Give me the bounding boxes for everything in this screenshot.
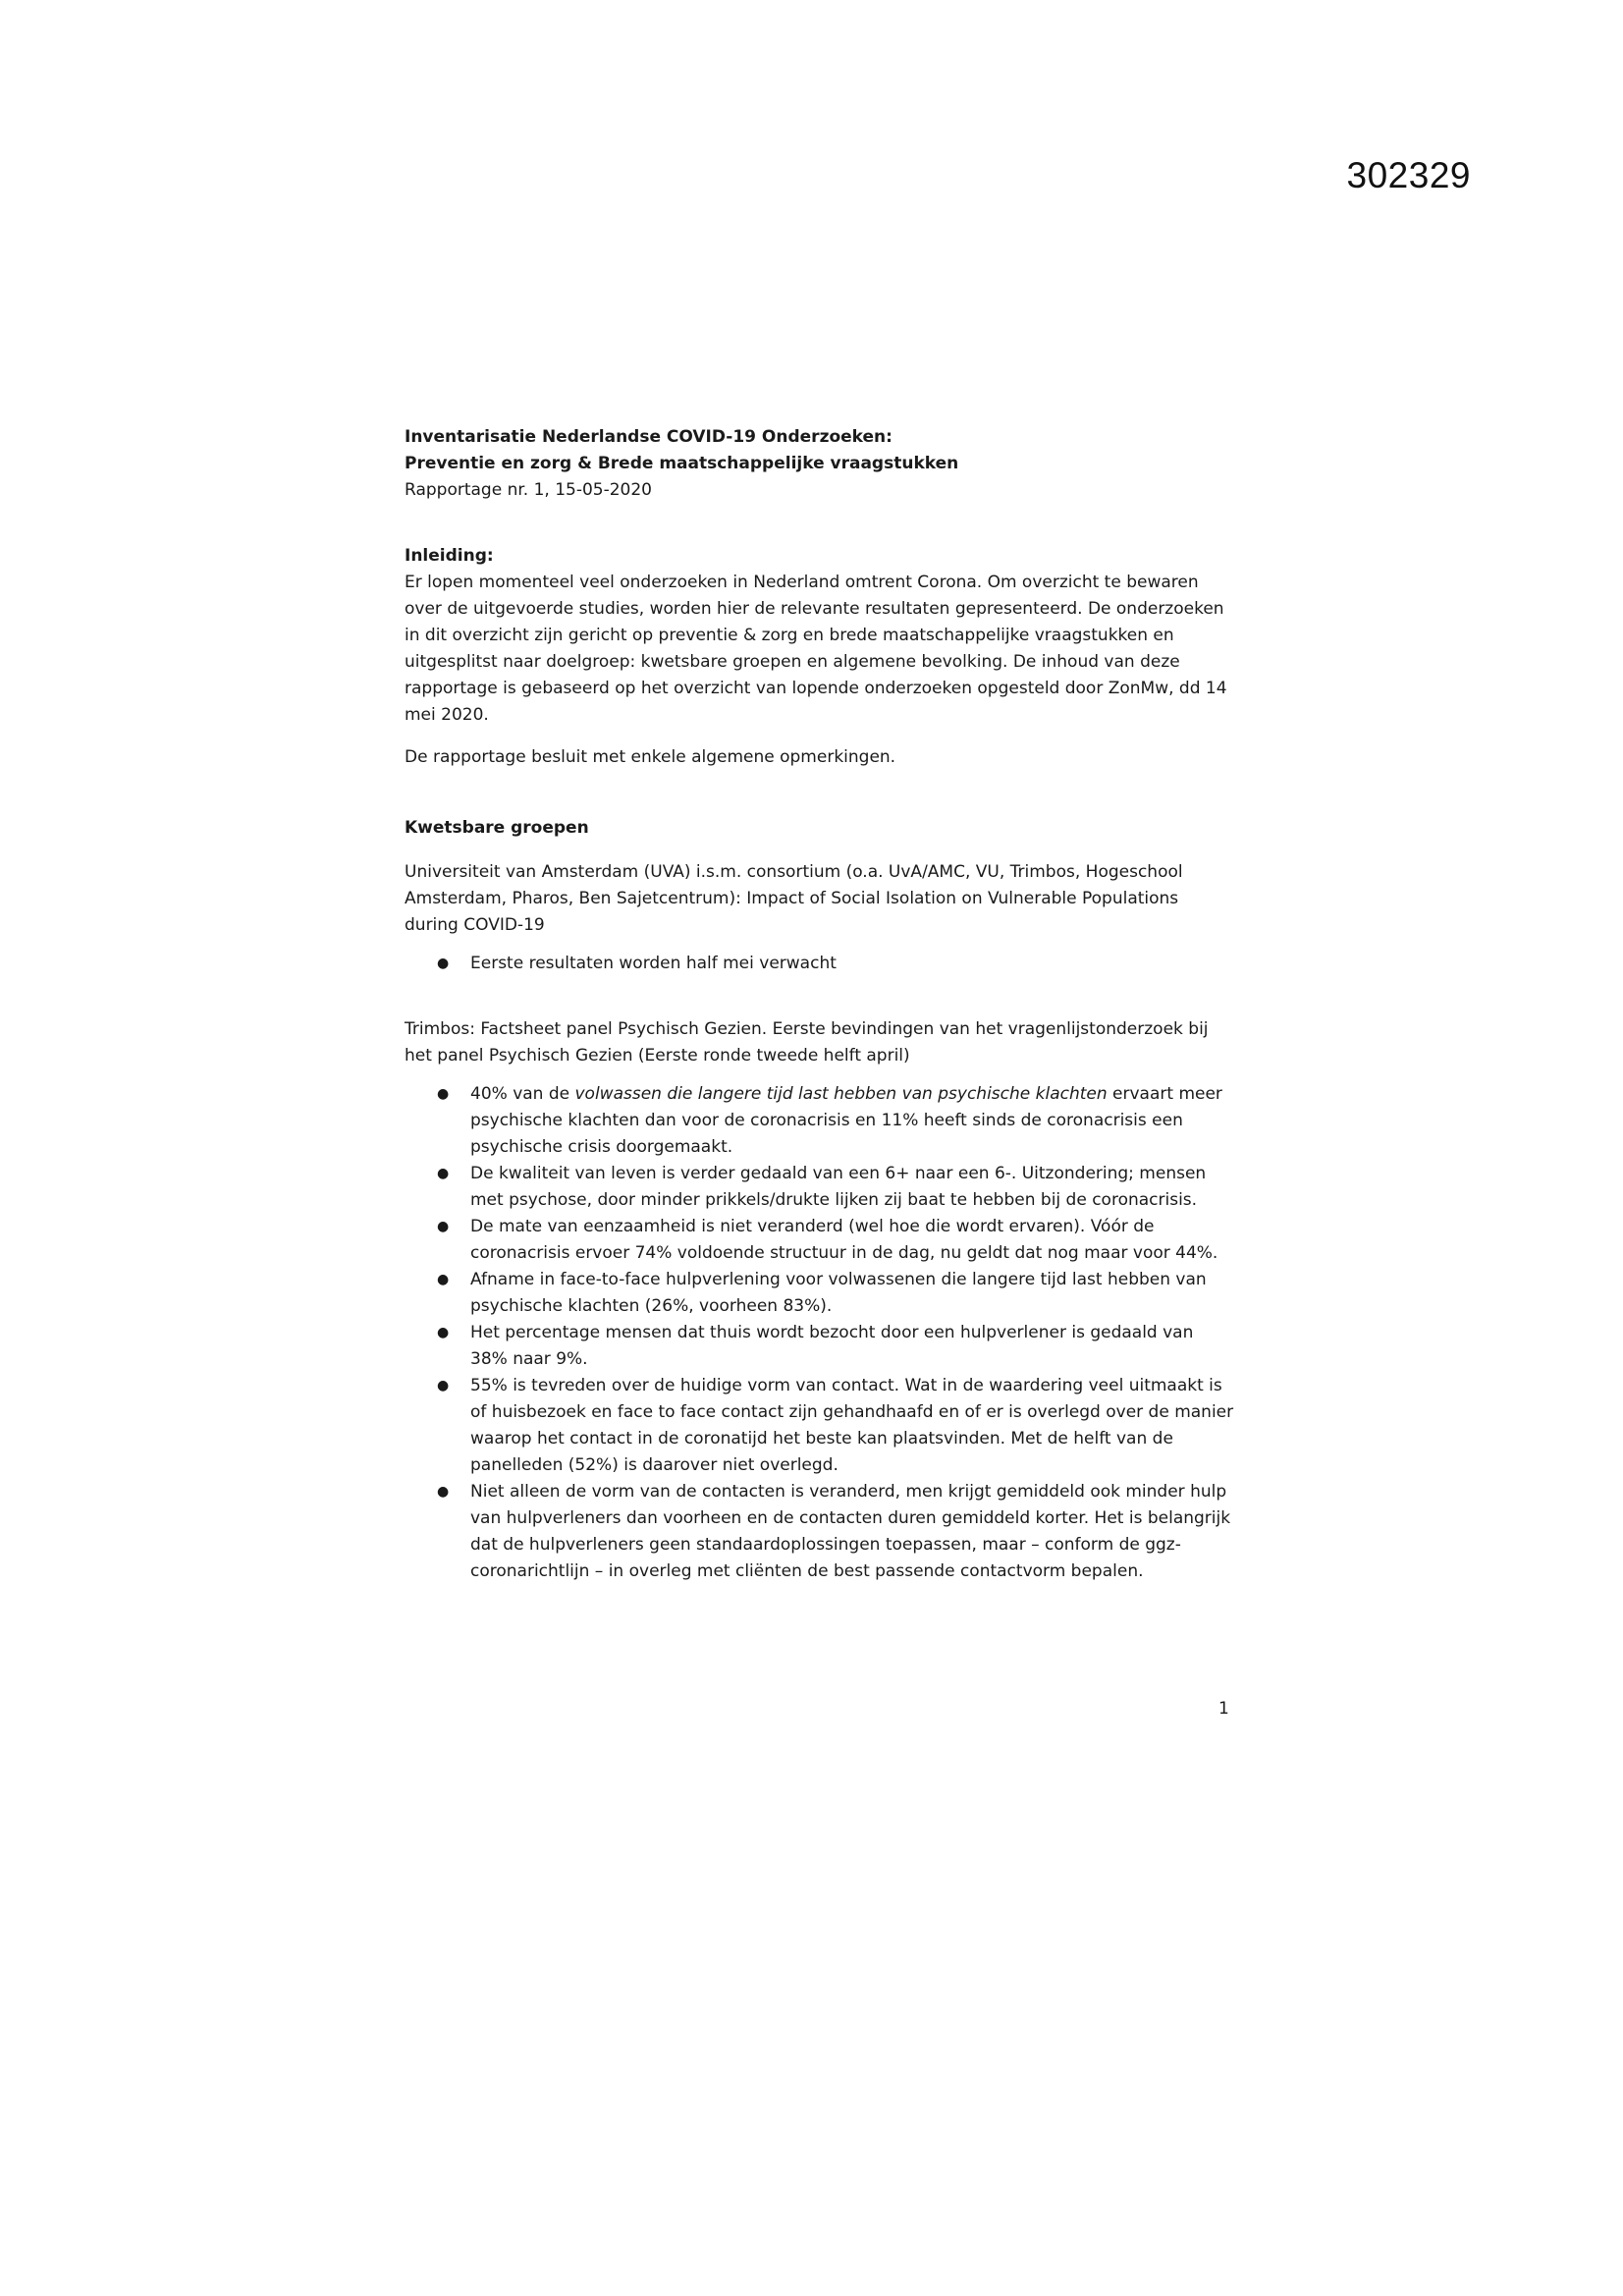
list-item bbox=[405, 1320, 1234, 1373]
uva-bullet-list bbox=[405, 951, 1234, 977]
intro-paragraph: Er lopen momenteel veel onderzoeken in Nederland omtrent Corona. Om overzicht te bewaren over de uitgevoerde studies, worden hier de relevante resultaten gepresenteerd. De onderzoeken in dit overzicht zijn gericht op preventie & zorg en brede maatschappelijke vraagstukken en uitgesplitst naar doelgroep: kwetsbare groepen en algemene bevolking. De inhoud van deze rapportage is gebaseerd op het overzicht van lopende onderzoeken opgesteld door ZonMw, dd 14 mei 2020. bbox=[405, 573, 1227, 725]
list-item bbox=[405, 1373, 1234, 1479]
list-item bbox=[405, 1267, 1234, 1320]
list-item bbox=[405, 1214, 1234, 1267]
intro-heading: Inleiding: bbox=[405, 546, 494, 566]
list-item-text: 55% is tevreden over de huidige vorm van contact. Wat in de waardering veel uitmaakt is of huisbezoek en face to face contact zijn gehandhaafd en of er is overlegd over de manier waarop het contact in de coronatijd het beste kan plaatsvinden. Met de helft van de panelleden (52%) is daarover niet overlegd. bbox=[470, 1376, 1234, 1475]
bullet1-pre: 40% van de bbox=[470, 1084, 575, 1104]
report-line: Rapportage nr. 1, 15-05-2020 bbox=[405, 480, 652, 500]
page-number: 1 bbox=[1218, 1699, 1229, 1719]
bullet-icon: ● bbox=[437, 956, 450, 971]
document-number: 302329 bbox=[1346, 155, 1471, 195]
bullet-icon: ● bbox=[437, 1272, 450, 1287]
list-item bbox=[405, 951, 1234, 977]
list-item bbox=[405, 1161, 1234, 1214]
list-item-text: Niet alleen de vorm van de contacten is veranderd, men krijgt gemiddeld ook minder hulp van hulpverleners dan voorheen en de contacten duren gemiddeld korter. Het is belangrijk dat de hulpverleners geen standaardoplossingen toepassen, maar – conform de ggz-coronarichtlijn – in overleg met cliënten de best passende contactvorm bepalen. bbox=[470, 1482, 1231, 1581]
uva-description: Universiteit van Amsterdam (UVA) i.s.m. consortium (o.a. UvA/AMC, VU, Trimbos, Hogeschool Amsterdam, Pharos, Ben Sajetcentrum): Impact of Social Isolation on Vulnerable Populations during COVID-19 bbox=[405, 862, 1183, 935]
kwetsbare-groepen-heading: Kwetsbare groepen bbox=[405, 818, 589, 838]
list-item-text: Afname in face-to-face hulpverlening voor volwassenen die langere tijd last hebben van psychische klachten (26%, voorheen 83%). bbox=[470, 1270, 1207, 1316]
bullet-icon: ● bbox=[437, 1166, 450, 1181]
trimbos-description: Trimbos: Factsheet panel Psychisch Gezien. Eerste bevindingen van het vragenlijstonderzoek bij het panel Psychisch Gezien (Eerste ronde tweede helft april) bbox=[405, 1019, 1209, 1066]
bullet1-post: ervaart meer psychische klachten dan voor de coronacrisis en 11% heeft sinds de coronacrisis een psychische crisis doorgemaakt. bbox=[470, 1084, 1222, 1157]
trimbos-bullet-list bbox=[405, 1081, 1234, 1585]
list-item bbox=[405, 1081, 1234, 1161]
bullet-icon: ● bbox=[437, 1325, 450, 1340]
list-item bbox=[405, 1479, 1234, 1585]
bullet1-emphasis: volwassen die langere tijd last hebben van psychische klachten bbox=[574, 1084, 1108, 1104]
bullet-icon: ● bbox=[437, 1219, 450, 1234]
bullet-icon: ● bbox=[437, 1484, 450, 1500]
kwetsbare-groepen-section bbox=[405, 815, 1234, 1585]
list-item-text: Het percentage mensen dat thuis wordt bezocht door een hulpverlener is gedaald van 38% naar 9%. bbox=[470, 1323, 1194, 1369]
intro-conclusion: De rapportage besluit met enkele algemene opmerkingen. bbox=[405, 747, 896, 767]
bullet-icon: ● bbox=[437, 1378, 450, 1394]
title-line-2: Preventie en zorg & Brede maatschappelijke vraagstukken bbox=[405, 454, 959, 473]
list-item-text: Eerste resultaten worden half mei verwacht bbox=[470, 954, 837, 973]
title-block bbox=[405, 424, 1234, 504]
list-item-text bbox=[470, 1084, 1222, 1157]
bullet-icon: ● bbox=[437, 1086, 450, 1102]
list-item-text: De mate van eenzaamheid is niet veranderd (wel hoe die wordt ervaren). Vóór de coronacrisis ervoer 74% voldoende structuur in de dag, nu geldt dat nog maar voor 44%. bbox=[470, 1217, 1218, 1263]
intro-section bbox=[405, 543, 1234, 771]
document-body bbox=[405, 424, 1234, 1585]
list-item-text: De kwaliteit van leven is verder gedaald van een 6+ naar een 6-. Uitzondering; mensen met psychose, door minder prikkels/drukte lijken zij baat te hebben bij de coronacrisis. bbox=[470, 1164, 1207, 1210]
title-line-1: Inventarisatie Nederlandse COVID-19 Onderzoeken: bbox=[405, 427, 893, 447]
